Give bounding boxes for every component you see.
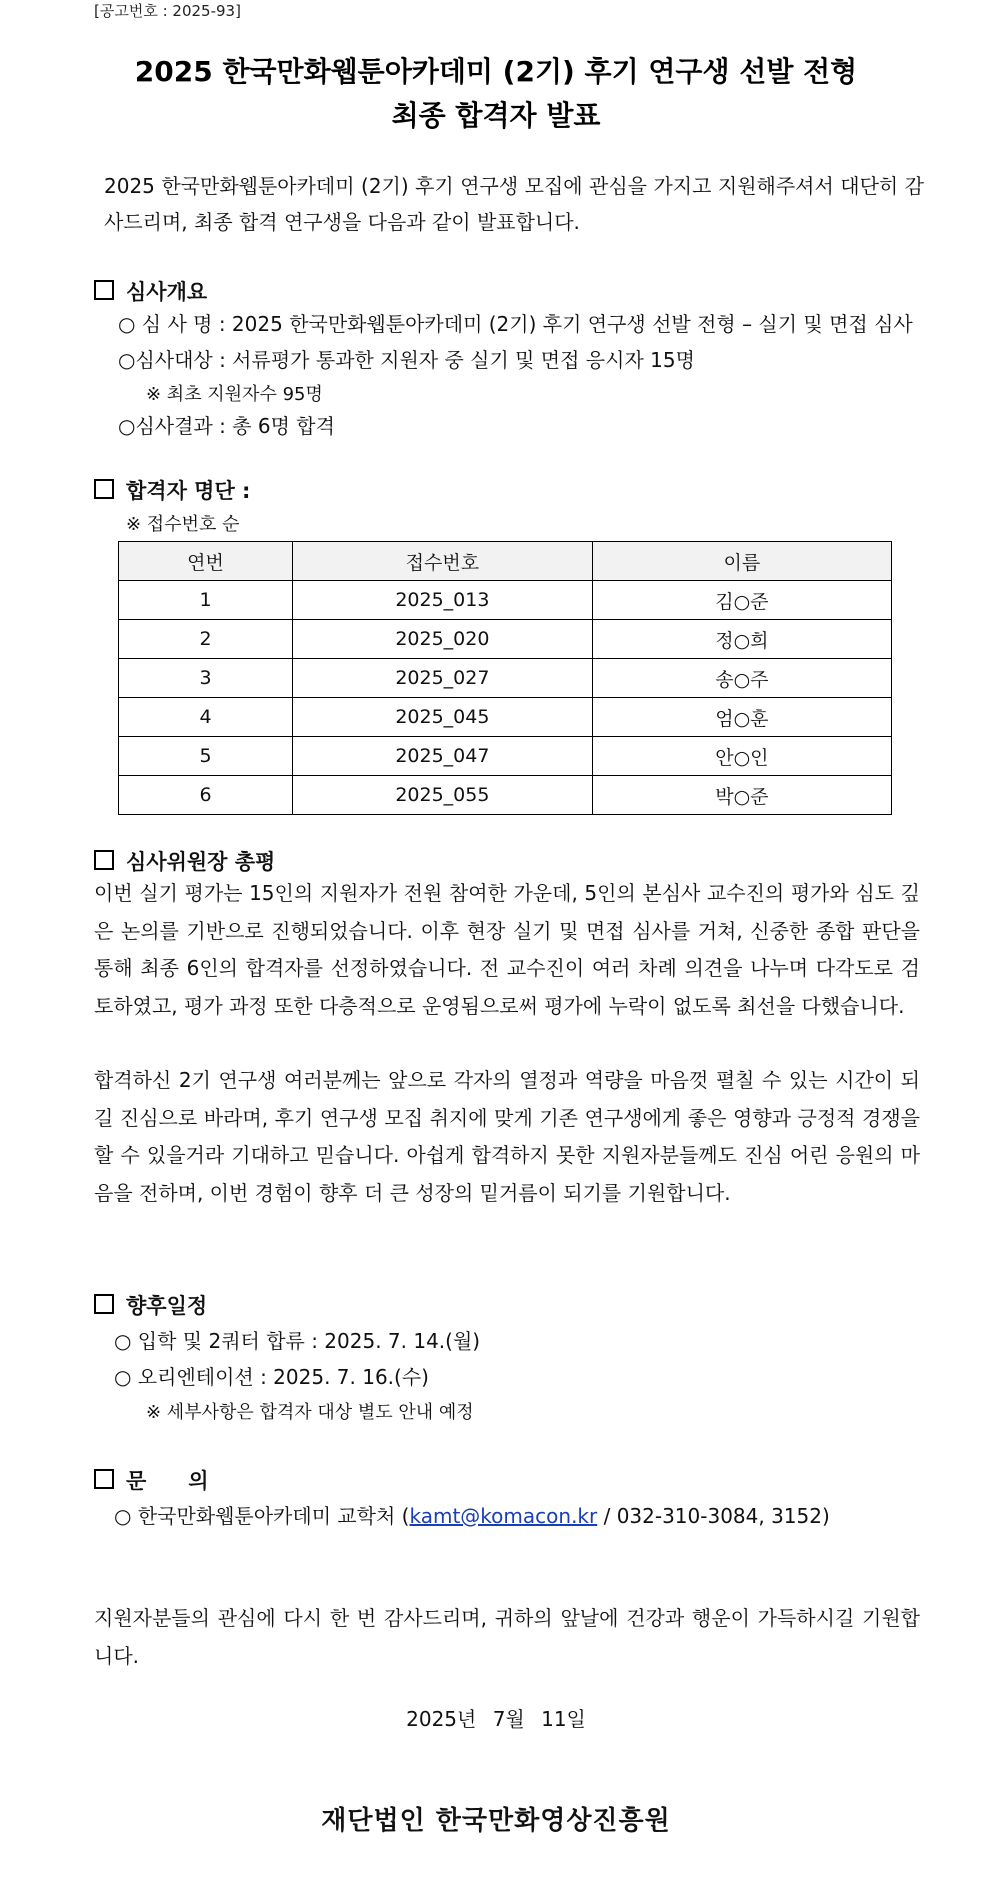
column-header: 이름	[592, 542, 891, 581]
table-cell-receipt: 2025_013	[293, 581, 593, 620]
contact-heading	[94, 1465, 209, 1495]
table-row	[119, 776, 892, 815]
schedule-heading	[94, 1290, 207, 1320]
notice-number: [공고번호 : 2025-93]	[94, 2, 241, 20]
table-row	[119, 698, 892, 737]
schedule-note: ※ 세부사항은 합격자 대상 별도 안내 예정	[146, 1402, 474, 1423]
notice-date: 2025년 7월 11일	[406, 1707, 586, 1731]
column-header: 연번	[119, 542, 293, 581]
table-header-row	[119, 542, 892, 581]
table-cell-receipt: 2025_047	[293, 737, 593, 776]
table-cell-number: 2	[119, 620, 293, 659]
schedule-heading-text: 향후일정	[126, 1294, 208, 1318]
table-cell-receipt: 2025_045	[293, 698, 593, 737]
review-paragraph-2: 합격하신 2기 연구생 여러분께는 앞으로 각자의 열정과 역량을 마음껏 펼칠 수 있는 시간이 되길 진심으로 바라며, 후기 연구생 모집 취지에 맞게 기존 연구생에게 좋은 영향과 긍정적 경쟁을 할 수 있을거라 기대하고 믿습니다. 아쉽게 합격하지 못한 지원자분들께도 진심 어린 응원의 마음을 전하며, 이번 경험이 향후 더 큰 성장의 밑거름이 되기를 기원합니다.	[94, 1068, 920, 1205]
column-header: 접수번호	[293, 542, 593, 581]
organization-name: 재단법인 한국만화영상진흥원	[321, 1806, 671, 1836]
checkbox-square-icon	[94, 850, 114, 870]
checkbox-square-icon	[94, 479, 114, 499]
review-heading-text: 심사위원장 총평	[126, 850, 276, 874]
table-cell-name: 안○인	[592, 737, 891, 776]
schedule-item-admission: ○ 입학 및 2쿼터 합류 : 2025. 7. 14.(월)	[114, 1329, 481, 1353]
contact-line	[114, 1500, 830, 1529]
contact-heading-text: 문 의	[126, 1469, 209, 1493]
table-cell-receipt: 2025_055	[293, 776, 593, 815]
overview-heading	[94, 276, 207, 306]
table-cell-receipt: 2025_020	[293, 620, 593, 659]
review-paragraph-1: 이번 실기 평가는 15인의 지원자가 전원 참여한 가운데, 5인의 본심사 교수진의 평가와 심도 깊은 논의를 기반으로 진행되었습니다. 이후 현장 실기 및 면접 심사를 거쳐, 신중한 종합 판단을 통해 최종 6인의 합격자를 선정하였습니다. 전 교수진이 여러 차례 의견을 나누며 다각도로 검토하였고, 평가 과정 또한 다층적으로 운영됨으로써 평가에 누락이 없도록 최선을 다했습니다.	[94, 881, 920, 1018]
intro-paragraph: 2025 한국만화웹툰아카데미 (2기) 후기 연구생 모집에 관심을 가지고 지원해주셔서 대단히 감사드리며, 최종 합격 연구생을 다음과 같이 발표합니다.	[104, 174, 924, 234]
checkbox-square-icon	[94, 1469, 114, 1489]
page-title: 2025 한국만화웹툰아카데미 (2기) 후기 연구생 선발 전형	[134, 55, 858, 88]
table-row	[119, 620, 892, 659]
contact-prefix: ○ 한국만화웹툰아카데미 교학처 (	[114, 1504, 410, 1528]
table-cell-number: 3	[119, 659, 293, 698]
page-subtitle: 최종 합격자 발표	[391, 99, 601, 132]
checkbox-square-icon	[94, 1294, 114, 1314]
overview-result-line: ○심사결과 : 총 6명 합격	[118, 414, 335, 438]
table-cell-name: 김○준	[592, 581, 891, 620]
table-row	[119, 737, 892, 776]
table-cell-name: 정○희	[592, 620, 891, 659]
overview-name-line: ○ 심 사 명 : 2025 한국만화웹툰아카데미 (2기) 후기 연구생 선발 전형 – 실기 및 면접 심사	[118, 312, 913, 336]
roster-heading	[94, 475, 250, 505]
overview-heading-text: 심사개요	[126, 280, 208, 304]
results-table	[118, 541, 892, 815]
overview-target-line: ○심사대상 : 서류평가 통과한 지원자 중 실기 및 면접 응시자 15명	[118, 348, 695, 372]
overview-target-note: ※ 최초 지원자수 95명	[146, 384, 323, 405]
table-cell-number: 5	[119, 737, 293, 776]
closing-paragraph: 지원자분들의 관심에 다시 한 번 감사드리며, 귀하의 앞날에 건강과 행운이 가득하시길 기원합니다.	[94, 1606, 920, 1668]
schedule-item-orientation: ○ 오리엔테이션 : 2025. 7. 16.(수)	[114, 1365, 429, 1389]
table-cell-number: 1	[119, 581, 293, 620]
table-cell-name: 엄○훈	[592, 698, 891, 737]
review-heading	[94, 846, 275, 876]
contact-suffix: / 032-310-3084, 3152)	[597, 1504, 830, 1528]
table-row	[119, 581, 892, 620]
table-cell-name: 박○준	[592, 776, 891, 815]
contact-email-link[interactable]: kamt@komacon.kr	[409, 1504, 598, 1528]
checkbox-square-icon	[94, 280, 114, 300]
roster-heading-text: 합격자 명단 :	[126, 479, 251, 503]
table-cell-receipt: 2025_027	[293, 659, 593, 698]
table-row	[119, 659, 892, 698]
table-cell-number: 4	[119, 698, 293, 737]
roster-note: ※ 접수번호 순	[126, 514, 240, 535]
table-cell-name: 송○주	[592, 659, 891, 698]
table-cell-number: 6	[119, 776, 293, 815]
